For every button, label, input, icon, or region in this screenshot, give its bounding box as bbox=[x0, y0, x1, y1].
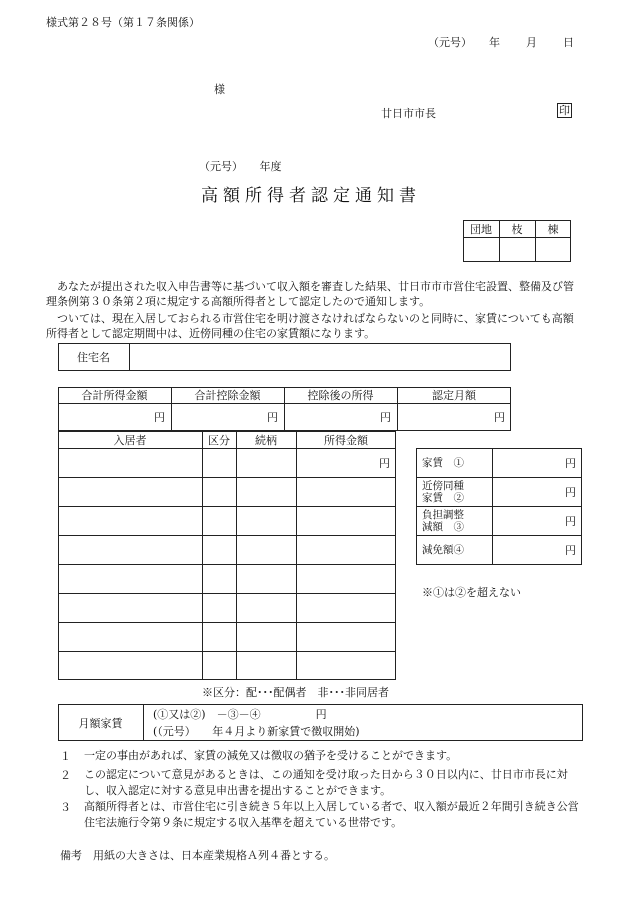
header-total-deduction: 合計控除金額 bbox=[194, 389, 261, 402]
note-text-2: この認定について意見があるときは、この通知を受け取った日から３０日以内に、廿日市市長に対し、収入認定に対する意見申出書を提出することができます。 bbox=[84, 768, 568, 797]
unit-header-danchi: 団地 bbox=[470, 222, 492, 236]
date-year: 年 bbox=[489, 36, 500, 49]
unit-header-eda: 枝 bbox=[511, 222, 523, 236]
date-month: 月 bbox=[526, 36, 537, 49]
date-day: 日 bbox=[563, 36, 574, 49]
note-text-3: 高額所得者とは、市営住宅に引き続き５年以上入居している者で、収入額が最近２年間引き続き公営住宅法施行令第９条に規定する収入基準を超えている世帯です。 bbox=[84, 800, 579, 829]
remark: 備考 用紙の大きさは、日本産業規格Ａ列４番とする。 bbox=[60, 849, 335, 862]
header-income-amount: 所得金額 bbox=[324, 433, 368, 447]
rent-unit-2: 円 bbox=[565, 485, 576, 499]
note-text-1: 一定の事由があれば、家賃の減免又は徴収の猶予を受けることができます。 bbox=[84, 749, 458, 762]
note-number-2: ２ bbox=[60, 769, 71, 782]
note-number-1: １ bbox=[60, 750, 71, 763]
form-number: 様式第２８号（第１７条関係） bbox=[46, 16, 200, 29]
header-resident: 入居者 bbox=[113, 433, 147, 447]
intro-paragraph-1: あなたが提出された収入申告書等に基づいて収入額を審査した結果、廿日市市市営住宅設置、整備及び管理条例第３０条第２項に規定する高額所得者として認定したので通知します。 bbox=[46, 280, 574, 308]
housing-name-label: 住宅名 bbox=[77, 351, 110, 364]
monthly-rent-label: 月額家賃 bbox=[78, 716, 123, 730]
rent-label-2: 近傍同種 家賃 ② bbox=[422, 479, 464, 504]
date-era: （元号） bbox=[428, 36, 472, 49]
unit-yen-3: 円 bbox=[380, 411, 391, 424]
monthly-rent-formula: (①又は②) －③－④ 円 bbox=[153, 708, 327, 721]
header-income-after-deduction: 控除後の所得 bbox=[307, 389, 374, 402]
unit-yen-2: 円 bbox=[267, 411, 278, 424]
header-relationship: 続柄 bbox=[255, 433, 277, 447]
rent-label-4: 減免額④ bbox=[422, 544, 464, 556]
note-number-3: ３ bbox=[60, 801, 71, 814]
resident-income-unit: 円 bbox=[379, 456, 390, 470]
rent-note: ※①は②を超えない bbox=[422, 586, 521, 599]
header-total-income: 合計所得金額 bbox=[81, 389, 148, 402]
addressee-suffix: 様 bbox=[214, 83, 225, 96]
header-certified-monthly: 認定月額 bbox=[432, 389, 476, 402]
intro-paragraph-2: ついては、現在入居しておられる市営住宅を明け渡さなければならないのと同時に、家賃についても高額所得者として認定期間中は、近傍同種の住宅の家賃額になります。 bbox=[46, 312, 574, 340]
category-note: ※区分：配･･･配偶者 非･･･非同居者 bbox=[202, 686, 389, 699]
fiscal-year-line: （元号） 年度 bbox=[199, 160, 282, 173]
monthly-rent-start: (（元号） 年４月より新家賃で徴収開始) bbox=[153, 725, 360, 738]
rent-label-3: 負担調整 減額 ③ bbox=[422, 508, 464, 533]
header-category: 区分 bbox=[208, 433, 230, 447]
unit-yen-4: 円 bbox=[494, 411, 505, 424]
seal-mark: 印 bbox=[559, 104, 570, 117]
document-title: 高額所得者認定通知書 bbox=[201, 186, 421, 206]
rent-label-1: 家賃 ① bbox=[422, 456, 464, 469]
rent-unit-3: 円 bbox=[565, 514, 576, 528]
unit-header-tou: 棟 bbox=[547, 222, 559, 236]
issuer: 廿日市市長 bbox=[381, 107, 436, 120]
rent-unit-4: 円 bbox=[565, 544, 576, 557]
rent-unit-1: 円 bbox=[565, 456, 576, 470]
unit-yen-1: 円 bbox=[154, 411, 165, 424]
